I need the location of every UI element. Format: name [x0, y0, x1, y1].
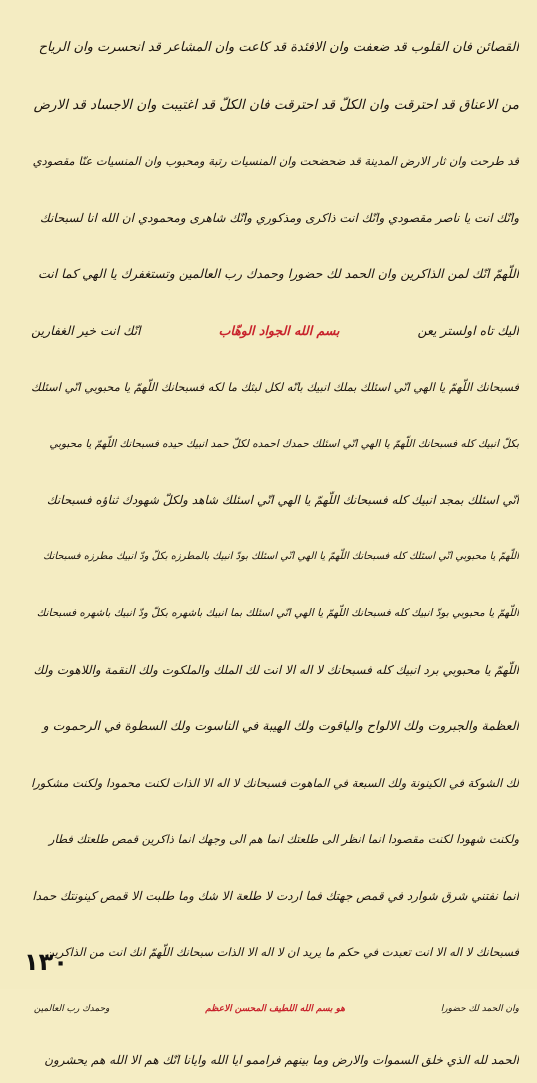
- text-line-1: القصائن فان القلوب قد ضعفت وان الافئدة قد كاعت وان المشاعر قد انحسرت وان الرياح: [38, 40, 519, 55]
- page-number: ١٣٠: [24, 948, 68, 976]
- text-line-17: فسبحانك لا اله الا انت تعبدت في حكم ما يريد ان لا اله الا الذات سبحانك اللّهمّ انك انت من الذاكرين: [45, 945, 519, 959]
- heading-basmala-2: هو بسم الله اللطيف المحسن الاعظم: [205, 1003, 346, 1014]
- text-line-6-part-1: اليك تاه اولستر يعن: [417, 322, 519, 338]
- text-line-13: العظمة والجبروت ولك الالواح والياقوت ولك الهيبة في الناسوت ولك السطوة في الرحموت و: [42, 718, 519, 733]
- text-line-2: من الاعناق قد احترقت وان الكلّ قد احترقت فان الكلّ قد اغتيبت وان الاجساد قد الارض: [33, 96, 519, 113]
- text-line-4: وانّك انت يا ناصر مقصودي وانّك انت ذاكرى ومذكوري وانّك شاهرى ومحمودي ان الله انا لسبحانك: [39, 210, 519, 225]
- text-line-12: اللّهمّ يا محبوبي برد انبيك كله فسبحانك لا اله الا انت لك الملك والملكوت ولك النقمة واللاهوت ولك: [33, 662, 519, 677]
- text-line-3: قد طرحت وان ثار الارض المدينة قد ضحضحت وان المنسيات رتبة ومحبوب وان المنسيات عنّا مقصودي: [32, 154, 519, 168]
- text-line-19: الحمد لله الذي خلق السموات والارض وما بينهم فراممو ايا الله وايانا انّك هم الا الله هم يحشرون: [44, 1053, 519, 1067]
- text-line-7: فسبحانك اللّهمّ يا الهي انّي اسئلك بملك انبيك بانّه لكل لبثك ما لكه فسبحانك اللّهمّ يا محبوبي انّي اسئلك: [31, 380, 519, 394]
- text-line-16: انما نفتني شرق شوارد في قمص جهتك فما اردت لا طلعة الا شك وما طلبت الا قمص كينونتك حمدا: [32, 888, 519, 903]
- text-line-6: [30, 303, 519, 360]
- heading-basmala-1: بسم الله الجواد الوهّاب: [218, 322, 340, 338]
- text-line-6-part-2: انّك انت خير الغفارين: [31, 322, 141, 338]
- text-line-5: اللّهمّ انّك لمن الذاكرين وان الحمد لك حضورا وحمدك رب العالمين وتستغفرك يا الهي كما انت: [37, 266, 519, 281]
- text-line-10: اللّهمّ يا محبوبي انّي اسئلك كله فسبحانك اللّهمّ يا الهي انّي اسئلك بودّ انبيك بالمطرزه بكلّ ودّ انبيك مطرزه فسبحانك: [43, 550, 519, 562]
- text-line-15: ولكنت شهودا لكنت مقصودا انما انظر الى طلعتك انما هم الى وجهك انما ذاكرين قمص طلعتك فطار: [48, 832, 519, 846]
- text-line-18-part-1: وان الحمد لك حضورا: [440, 1003, 519, 1014]
- text-line-14: لك الشوكة في الكينونة ولك السبعة في الماهوت فسبحانك لا اله الا الذات لكنت محمودا ولكنت مشكورا: [31, 775, 519, 790]
- text-line-8: بكلّ انبيك كله فسبحانك اللّهمّ يا الهي انّي اسئلك حمدك احمده لكلّ حمد انبيك حيده فسبحانك اللّهمّ يا محبوبي: [49, 437, 519, 450]
- text-line-18-part-2: وحمدك رب العالمين: [33, 1003, 110, 1014]
- text-line-11: اللّهمّ يا محبوبي بودّ انبيك كله فسبحانك اللّهمّ يا الهي انّي اسئلك بما انبيك باشهره بكلّ ودّ انبيك باشهره فسبحانك: [36, 607, 519, 619]
- manuscript-text-block: [30, 20, 519, 1083]
- text-line-9: انّي اسئلك بمجد انبيك كله فسبحانك اللّهمّ يا الهي انّي اسئلك شاهد ولكلّ شهودك ثناؤه فسبحانك: [46, 493, 519, 507]
